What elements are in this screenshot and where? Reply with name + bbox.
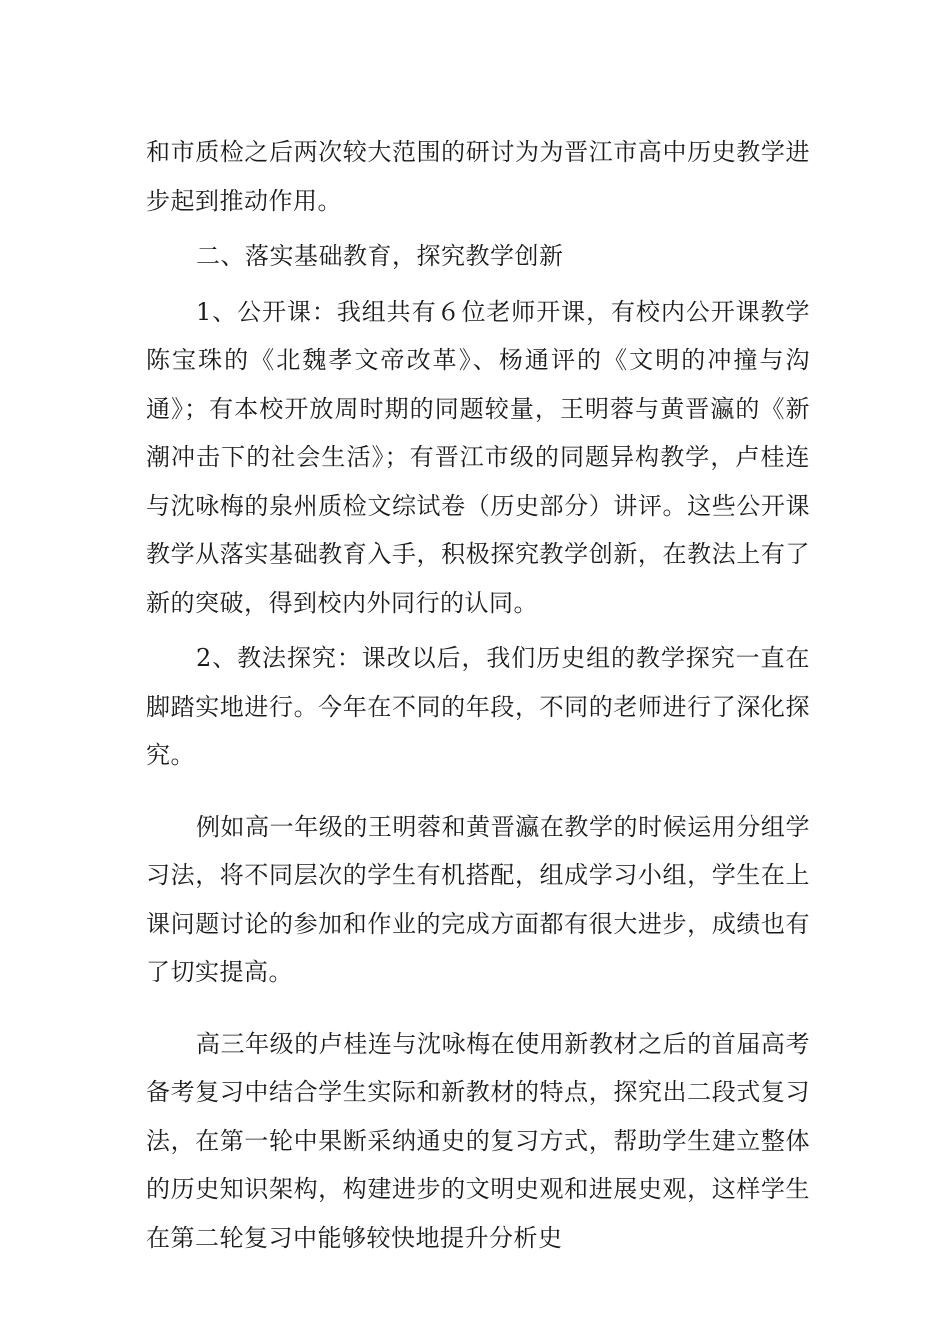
paragraph-continuation: 和市质检之后两次较大范围的研讨为为晋江市高中历史教学进步起到推动作用。: [146, 138, 810, 215]
paragraph-grade-three-example: 高三年级的卢桂连与沈咏梅在使用新教材之后的首届高考备考复习中结合学生实际和新教材的特点，探究出二段式复习法，在第一轮中果断采纳通史的复习方式，帮助学生建立整体的历史知识架构，构建进步的文明史观和进展史观，这样学生在第二轮复习中能够较快地提升分析史: [146, 1029, 810, 1252]
section-heading: 二、落实基础教育，探究教学创新: [196, 242, 564, 270]
paragraph-grade-one-example: 例如高一年级的王明蓉和黄晋瀛在教学的时候运用分组学习法，将不同层次的学生有机搭配，组成学习小组，学生在上课问题讨论的参加和作业的完成方面都有很大进步，成绩也有了切实提高。: [146, 812, 810, 986]
paragraph-teaching-method: 2、教法探究：课改以后，我们历史组的教学探究一直在脚踏实地进行。今年在不同的年段，不同的老师进行了深化探究。: [146, 644, 810, 769]
paragraph-open-class: 1、公开课：我组共有６位老师开课，有校内公开课教学陈宝珠的《北魏孝文帝改革》、杨通评的《文明的冲撞与沟通》；有本校开放周时期的同题较量，王明蓉与黄晋瀛的《新潮冲击下的社会生活》；有晋江市级的同题异构教学，卢桂连与沈咏梅的泉州质检文综试卷（历史部分）讲评。这些公开课教学从落实基础教育入手，积极探究教学创新，在教法上有了新的突破，得到校内外同行的认同。: [146, 297, 810, 617]
document-page: [146, 128, 810, 1262]
